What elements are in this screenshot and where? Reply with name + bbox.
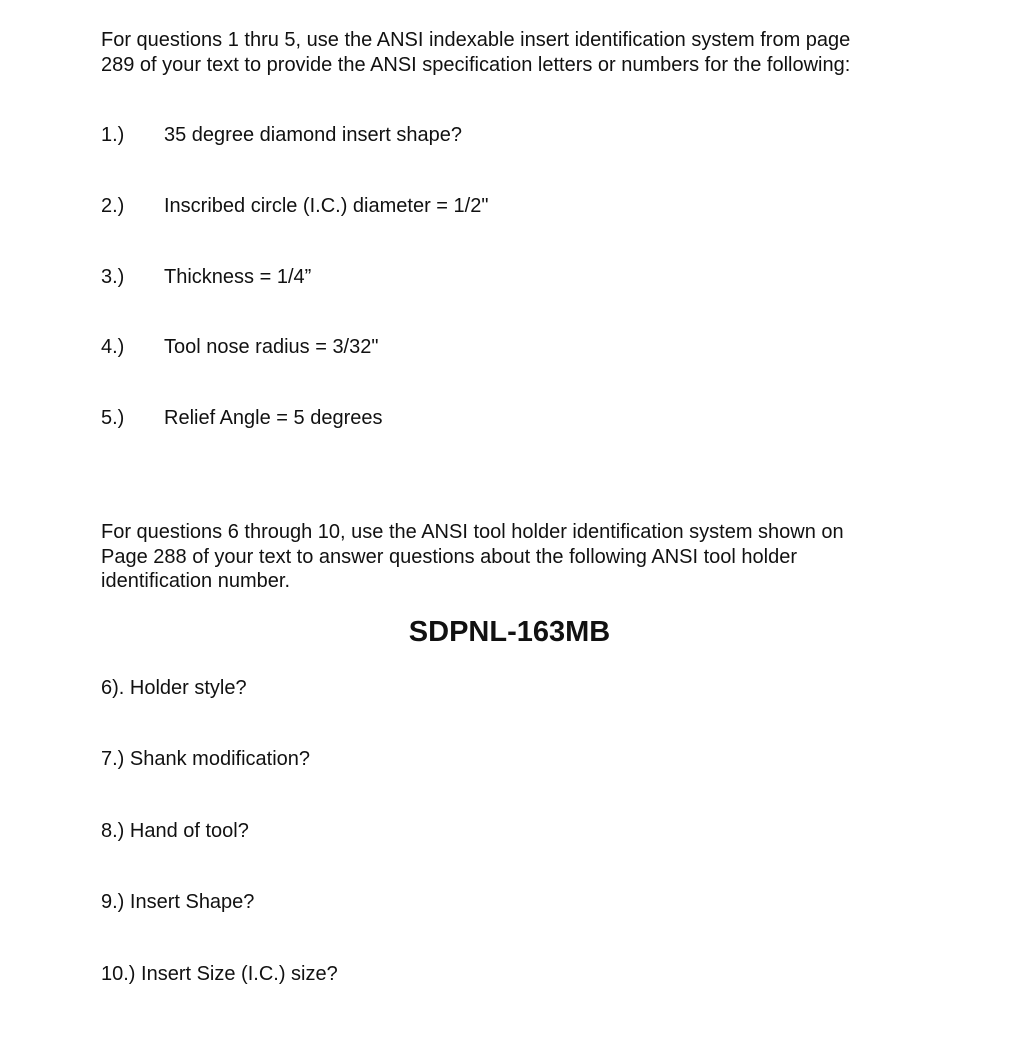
question-text: Thickness = 1/4” bbox=[164, 266, 312, 288]
question-number: 5.) bbox=[101, 407, 125, 429]
section1-instructions bbox=[101, 28, 901, 77]
instruction-line: For questions 6 through 10, use the ANSI tool holder identification system shown on bbox=[101, 521, 844, 543]
question-text: Inscribed circle (I.C.) diameter = 1/2" bbox=[164, 195, 489, 217]
question-6: 6). Holder style? bbox=[101, 677, 247, 699]
question-1 bbox=[101, 123, 462, 147]
question-8: 8.) Hand of tool? bbox=[101, 820, 249, 842]
question-number: 2.) bbox=[101, 195, 125, 217]
question-9: 9.) Insert Shape? bbox=[101, 891, 255, 913]
instruction-line: identification number. bbox=[101, 570, 291, 592]
question-7: 7.) Shank modification? bbox=[101, 748, 311, 770]
question-text: Tool nose radius = 3/32" bbox=[164, 336, 379, 358]
instruction-line: Page 288 of your text to answer questions about the following ANSI tool holder bbox=[101, 545, 797, 568]
instruction-line: 289 of your text to provide the ANSI specification letters or numbers for the following: bbox=[101, 53, 851, 76]
question-number: 3.) bbox=[101, 266, 125, 288]
question-number: 1.) bbox=[101, 124, 125, 146]
instruction-line: For questions 1 thru 5, use the ANSI indexable insert identification system from page bbox=[101, 29, 851, 51]
question-3 bbox=[101, 265, 311, 289]
section2-instructions bbox=[101, 520, 901, 594]
question-text: 35 degree diamond insert shape? bbox=[164, 124, 462, 146]
question-4 bbox=[101, 335, 378, 359]
question-2 bbox=[101, 194, 488, 218]
question-text: Relief Angle = 5 degrees bbox=[164, 407, 383, 429]
question-10: 10.) Insert Size (I.C.) size? bbox=[101, 963, 338, 985]
question-5 bbox=[101, 406, 383, 430]
question-number: 4.) bbox=[101, 336, 125, 358]
tool-holder-code: SDPNL-163MB bbox=[408, 616, 611, 648]
